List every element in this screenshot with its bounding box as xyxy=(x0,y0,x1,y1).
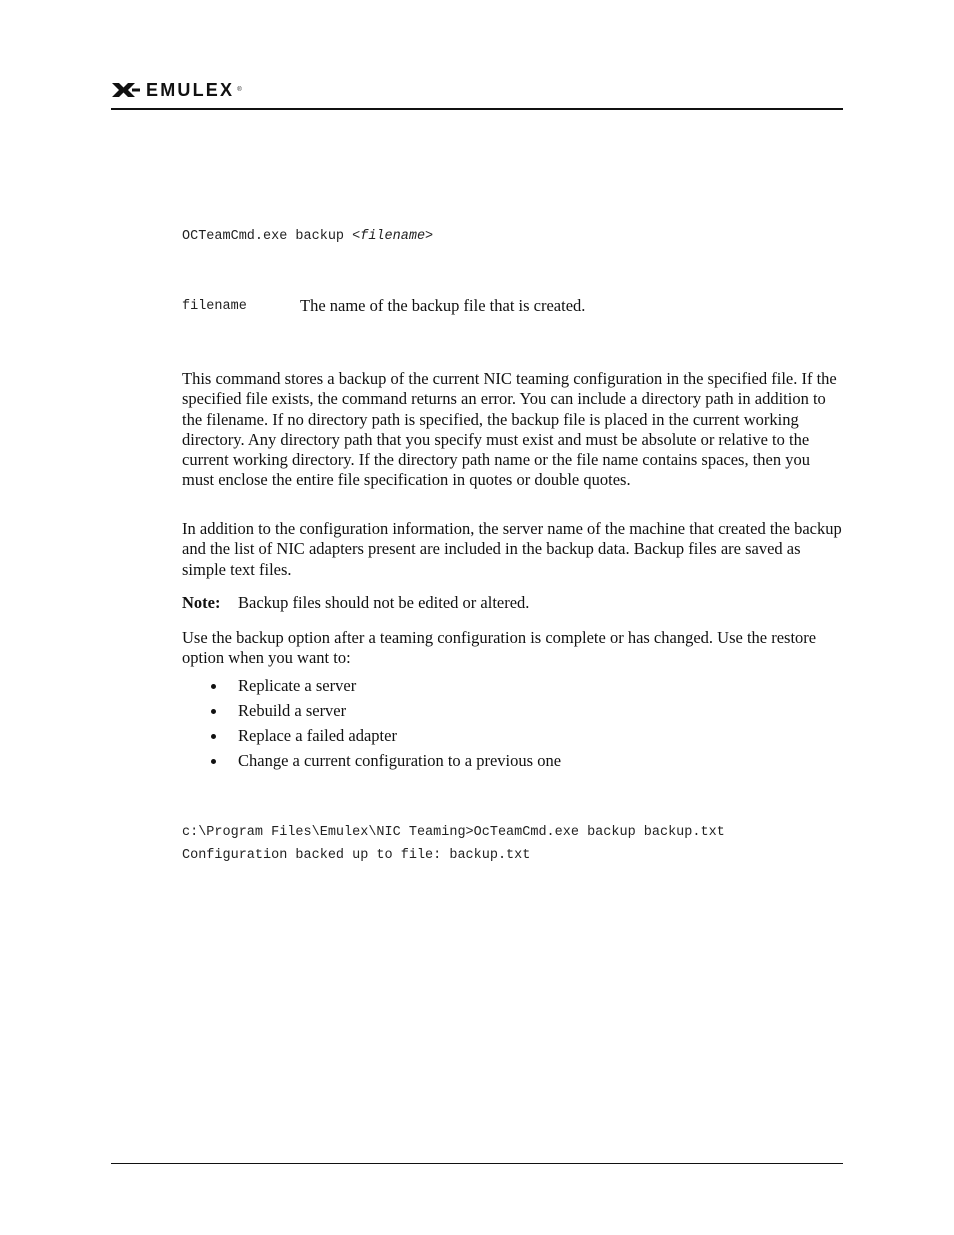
note xyxy=(182,593,529,613)
note-text: Backup files should not be edited or altered. xyxy=(238,593,530,612)
list-item-text: Change a current configuration to a previous one xyxy=(238,751,562,770)
list-item-text: Rebuild a server xyxy=(238,701,347,720)
parameter-name: filename xyxy=(182,299,247,314)
trademark-mark: ® xyxy=(237,87,242,93)
parameter-row xyxy=(182,296,842,318)
emulex-logo-text: EMULEX xyxy=(146,80,235,100)
list-item xyxy=(182,676,561,701)
list-item-text: Replicate a server xyxy=(238,676,357,695)
restore-use-list xyxy=(182,676,561,776)
example-result-line: Configuration backed up to file: backup.txt xyxy=(182,848,531,863)
page-header xyxy=(111,78,843,110)
description-paragraph-1: This command stores a backup of the current NIC teaming configuration in the specified file. If the specified file exists, the command returns an error. You can include a directory path in addition to the filename. If no directory path is specified, the backup file is placed in the current working directory. Any directory path that you specify must exist and must be absolute or relative to the current working directory. If the directory path name or the file name contains spaces, then you must enclose the entire file specification in quotes or double quotes. xyxy=(182,369,837,490)
syntax-command: OCTeamCmd.exe backup < xyxy=(182,229,361,244)
syntax-close: > xyxy=(425,229,434,244)
emulex-logo-mark-icon xyxy=(111,82,141,98)
emulex-logo xyxy=(111,80,242,100)
note-label: Note: xyxy=(182,593,221,612)
example-command-line: c:\Program Files\Emulex\NIC Teaming>OcTeamCmd.exe backup backup.txt xyxy=(182,825,725,840)
command-syntax xyxy=(182,229,433,244)
bullet-icon xyxy=(211,734,216,739)
example-output xyxy=(182,821,725,867)
list-item xyxy=(182,751,561,776)
bullet-icon xyxy=(211,684,216,689)
header-rule xyxy=(111,108,843,110)
parameter-description: The name of the backup file that is created. xyxy=(300,296,586,315)
description-paragraph-2: In addition to the configuration information, the server name of the machine that created the backup and the list of NIC adapters present are included in the backup data. Backup files are saved as simple text files. xyxy=(182,519,842,579)
list-item xyxy=(182,726,561,751)
list-item xyxy=(182,701,561,726)
list-item-text: Replace a failed adapter xyxy=(238,726,397,745)
bullet-icon xyxy=(211,759,216,764)
syntax-placeholder: filename xyxy=(360,229,426,244)
footer-rule xyxy=(111,1163,843,1164)
bullet-icon xyxy=(211,709,216,714)
description-paragraph-3: Use the backup option after a teaming configuration is complete or has changed. Use the restore option when you want to: xyxy=(182,628,817,668)
